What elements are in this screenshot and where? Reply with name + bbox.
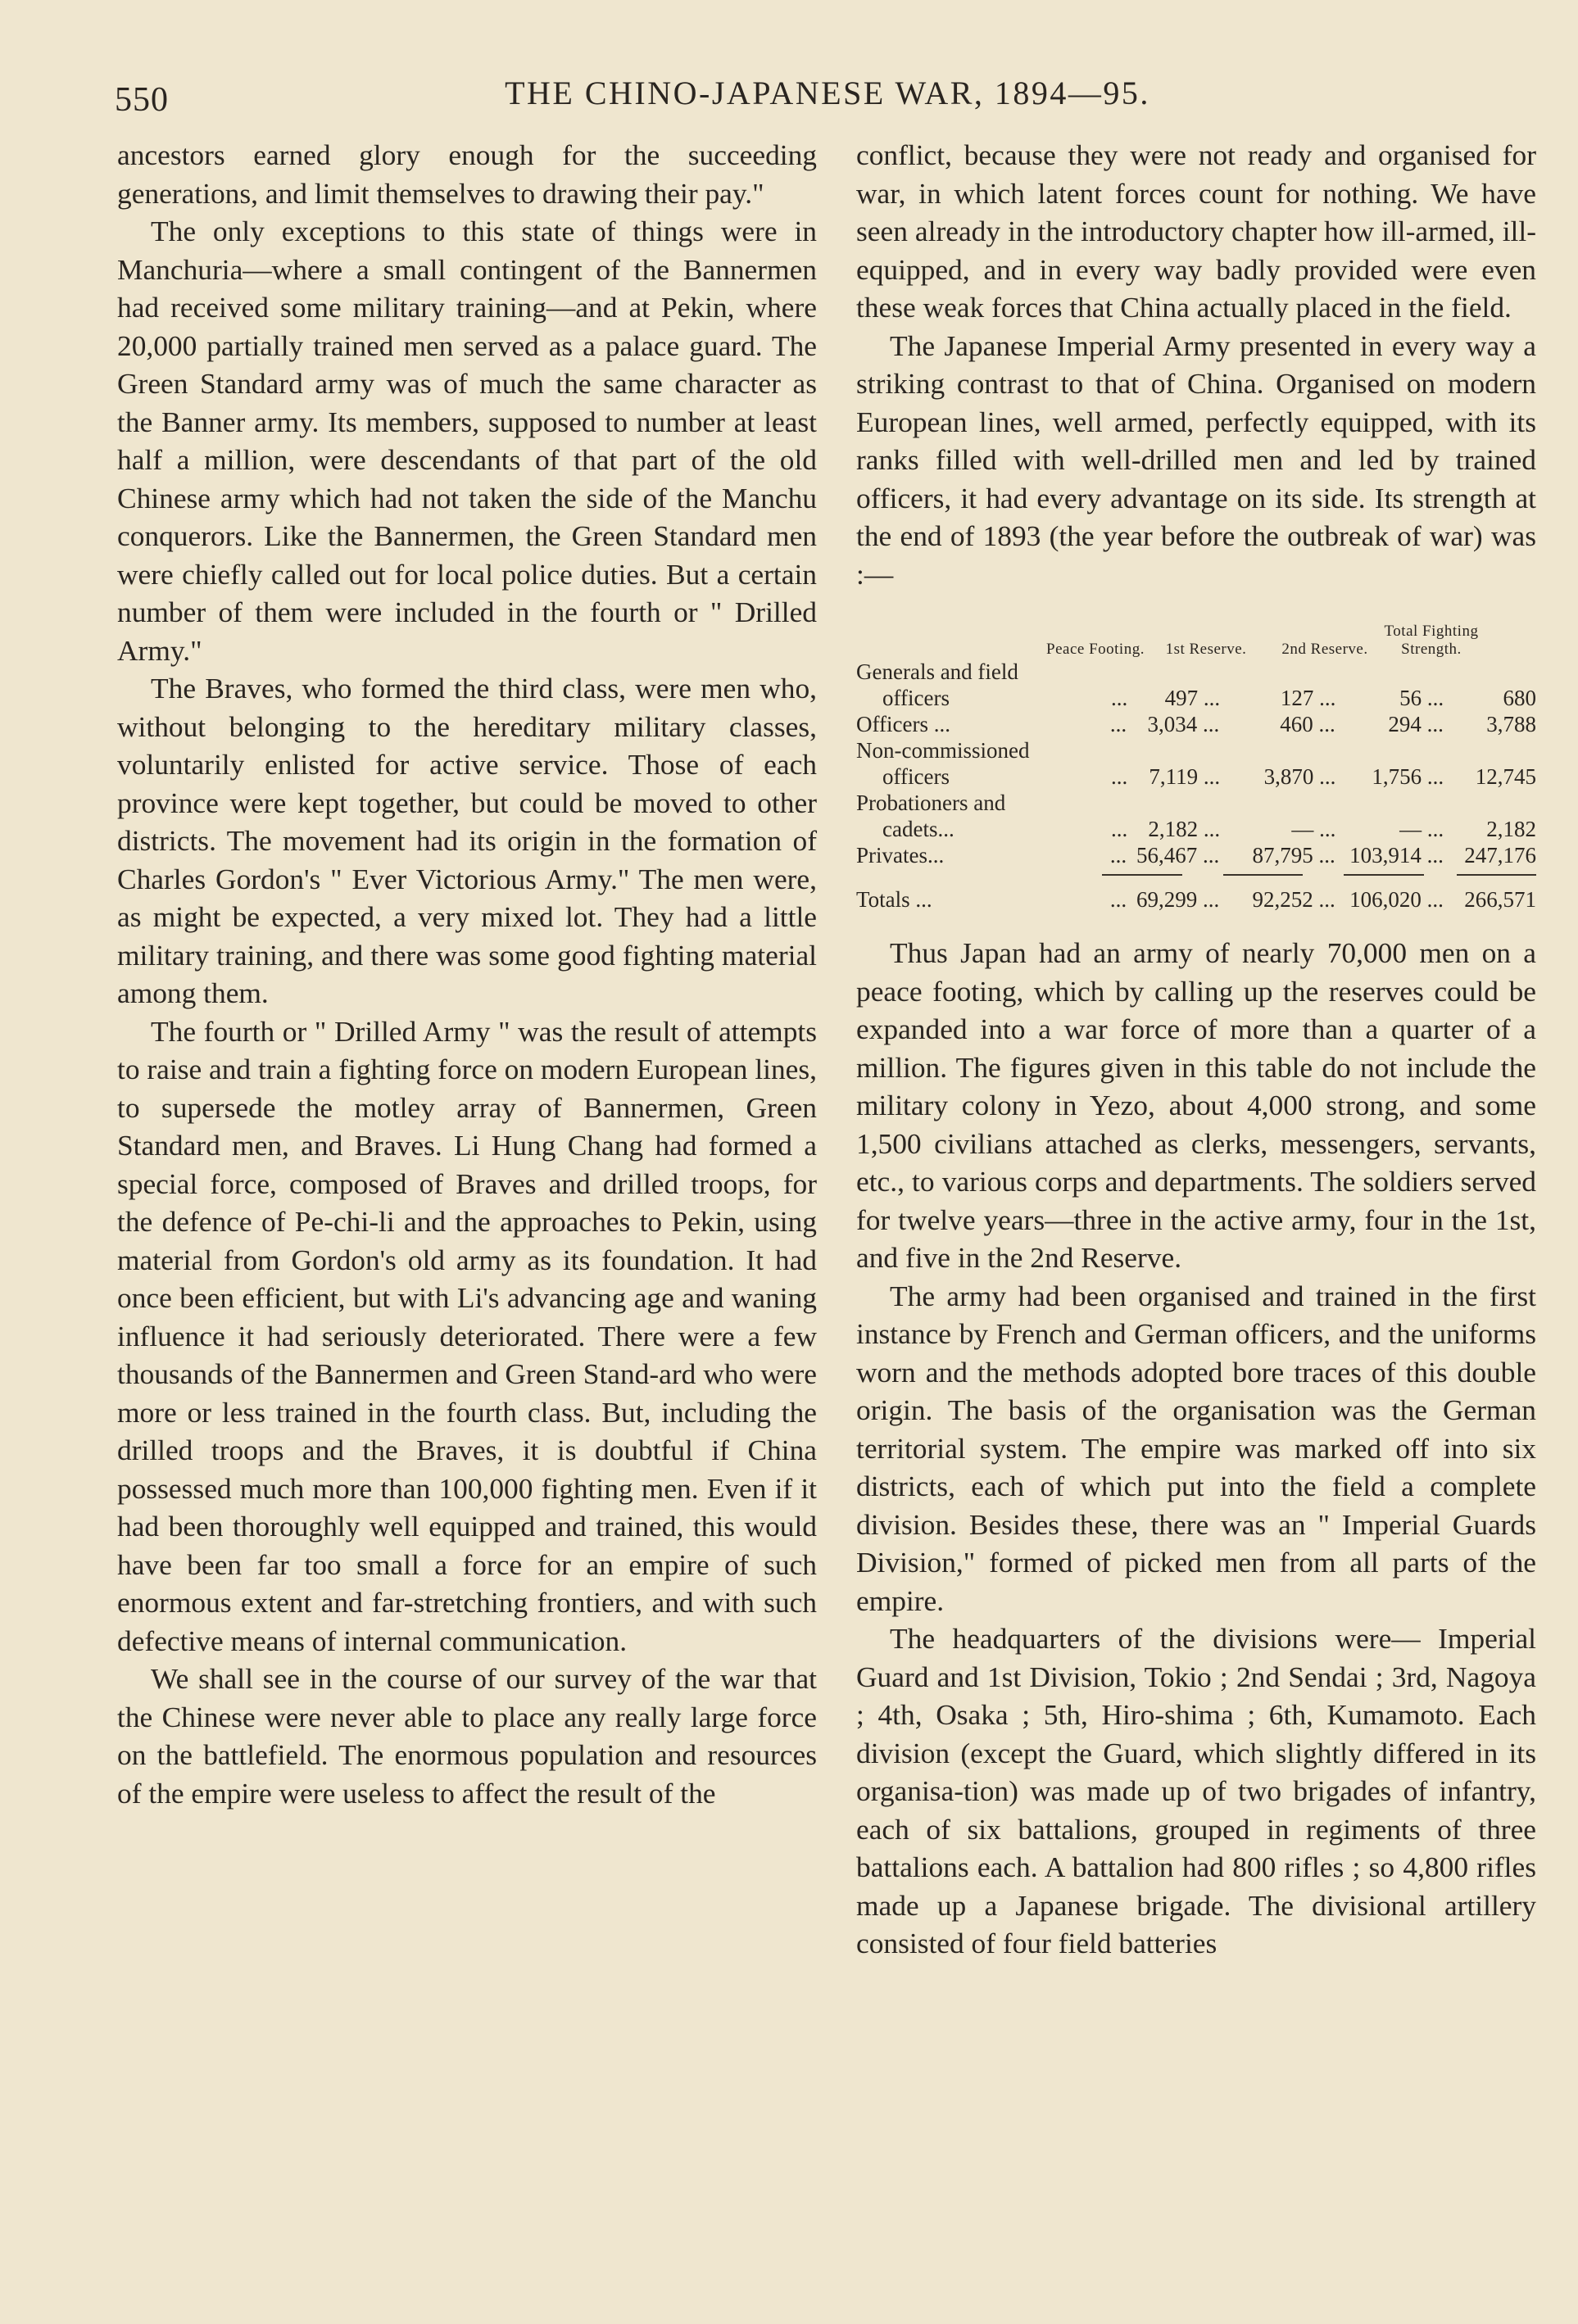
cell-second-reserve: 1,756 ...: [1372, 764, 1444, 789]
cell-first-reserve: 460 ...: [1280, 712, 1335, 736]
header-first-reserve: 1st Reserve.: [1165, 641, 1247, 658]
leader-dots: ...: [1111, 764, 1128, 789]
table-row: [856, 711, 1536, 737]
paragraph: The army had been organised and trained in the first instance by French and German officers, and the uniforms worn and the methods adopted bore traces of this double origin. The basis of the organisation was the German territorial system. The empire was marked off into six districts, each of which put into the field a complete division. Besides these, there was an " Imperial Guards Division," formed of picked men from all parts of the empire.: [856, 1279, 1536, 1617]
paragraph: The Braves, who formed the third class, were men who, without belonging to the hereditary military classes, voluntarily enlisted for active service. Those of each province were kept together, but could be moved to other districts. The movement had its origin in the formation of Charles Gordon's " Ever Victorious Army." The men were, as might be expected, a very mixed lot. They had a little military training, and there was some good fighting material among them.: [117, 672, 817, 1009]
table-rule: [856, 868, 1536, 881]
paragraph: Thus Japan had an army of nearly 70,000 men on a peace footing, which by calling up the reserves could be expanded into a war force of more than a quarter of a million. The figures given in this table do not include the military colony in Yezo, about 4,000 strong, and some 1,500 civilians attached as clerks, messengers, servants, etc., to various corps and departments. The soldiers served for twelve years—three in the active army, four in the 1st, and five in the 2nd Reserve.: [856, 936, 1536, 1274]
row-label: officers: [882, 686, 950, 710]
cell-total: 680: [1503, 686, 1536, 710]
paragraph: We shall see in the course of our survey of the war that the Chinese were never able to place any really large force on the battlefield. The enormous population and resources of the empire were useless to affect the result of the: [117, 1662, 817, 1810]
row-label: Officers ...: [856, 712, 950, 736]
table-row: [856, 737, 1536, 763]
totals-label: Totals ...: [856, 887, 932, 912]
paragraph: conflict, because they were not ready and organised for war, in which latent forces count for nothing. We have seen already in the introductory chapter how ill-armed, ill-equipped, and in every way badly provided were even these weak forces that China actually placed in the field.: [856, 138, 1536, 324]
table-totals-row: [856, 886, 1536, 913]
table-row: [856, 816, 1536, 842]
row-label: Non-commissioned: [856, 738, 1030, 763]
cell-total: 12,745: [1475, 764, 1536, 789]
cell-second-reserve: 294 ...: [1388, 712, 1444, 736]
cell-total: 3,788: [1486, 712, 1537, 736]
row-label: cadets...: [882, 817, 955, 841]
leader-dots: ...: [1109, 843, 1127, 868]
leader-dots: ...: [1111, 686, 1128, 710]
total-peace: 69,299 ...: [1136, 887, 1220, 912]
cell-second-reserve: 103,914 ...: [1349, 843, 1444, 868]
total-first-reserve: 92,252 ...: [1252, 887, 1335, 912]
row-label: Generals and field: [856, 659, 1018, 684]
leader-dots: ...: [1111, 817, 1128, 841]
cell-peace: 56,467 ...: [1136, 843, 1220, 868]
cell-peace: 7,119 ...: [1149, 764, 1221, 789]
total-second-reserve: 106,020 ...: [1349, 887, 1444, 912]
cell-peace: 497 ...: [1164, 686, 1221, 710]
row-label: officers: [882, 764, 950, 789]
cell-first-reserve: 127 ...: [1280, 686, 1336, 710]
page-number: 550: [115, 81, 169, 119]
header-second-reserve: 2nd Reserve.: [1281, 641, 1368, 658]
cell-first-reserve: — ...: [1291, 817, 1336, 841]
table-header: [856, 601, 1536, 659]
table-row: [856, 659, 1536, 685]
page-header: [115, 69, 1540, 118]
table-row: [856, 685, 1536, 711]
army-strength-table: [856, 601, 1536, 913]
running-title: THE CHINO-JAPANESE WAR, 1894—95.: [505, 75, 1150, 111]
cell-total: 247,176: [1464, 843, 1537, 868]
paragraph: The only exceptions to this state of things were in Manchuria—where a small contingent of the Bannermen had received some military training—and at Pekin, where 20,000 partially trained men served as a palace guard. The Green Standard army was of much the same character as the Banner army. Its members, supposed to number at least half a million, were descendants of that part of the old Chinese army which had not taken the side of the Manchu conquerors. Like the Bannermen, the Green Standard men were chiefly called out for local police duties. But a certain number of them were included in the fourth or " Drilled Army.": [117, 215, 817, 667]
cell-total: 2,182: [1486, 817, 1536, 841]
cell-second-reserve: 56 ...: [1399, 686, 1444, 710]
header-total-fighting-strength: Total Fighting Strength.: [1384, 623, 1479, 658]
row-label: Probationers and: [856, 791, 1006, 815]
leader-dots: ...: [1109, 712, 1127, 736]
total-fighting-strength: 266,571: [1464, 887, 1537, 912]
right-column: [856, 136, 1536, 1963]
left-column: [117, 136, 817, 1812]
cell-first-reserve: 3,870 ...: [1263, 764, 1336, 789]
paragraph: ancestors earned glory enough for the succeeding generations, and limit themselves to drawing their pay.": [117, 138, 817, 210]
paragraph: The fourth or " Drilled Army " was the result of attempts to raise and train a fighting force on modern European lines, to supersede the motley array of Bannermen, Green Standard men, and Braves. Li Hung Chang had formed a special force, composed of Braves and drilled troops, for the defence of Pe-chi-li and the approaches to Pekin, using material from Gordon's old army as its foundation. It had once been efficient, but with Li's advancing age and waning influence it had seriously deteriorated. There were a few thousands of the Bannermen and Green Stand-ard who were more or less trained in the fourth class. But, including the drilled troops and the Braves, it is doubtful if China possessed much more than 100,000 fighting men. Even if it had been thoroughly well equipped and trained, this would have been far too small a force for an empire of such enormous extent and far-stretching frontiers, and with such defective means of internal communication.: [117, 1014, 818, 1657]
cell-first-reserve: 87,795 ...: [1252, 843, 1335, 868]
table-row: [856, 763, 1536, 790]
cell-second-reserve: — ...: [1399, 817, 1444, 841]
table-row: [856, 790, 1536, 816]
row-label: Privates...: [856, 843, 945, 868]
paragraph: The headquarters of the divisions were— Imperial Guard and 1st Division, Tokio ; 2nd Sendai ; 3rd, Nagoya ; 4th, Osaka ; 5th, Hiro-shima ; 6th, Kumamoto. Each division (except the Guard, which slightly differed in its organisa-tion) was made up of two brigades of infantry, each of six battalions, grouped in regiments of three battalions each. A battalion had 800 rifles ; so 4,800 rifles made up a Japanese brigade. The divisional artillery consisted of four field batteries: [856, 1622, 1536, 1959]
paragraph: The Japanese Imperial Army presented in every way a striking contrast to that of China. Organised on modern European lines, well armed, perfectly equipped, with its ranks filled with well-drilled men and led by trained officers, it had every advantage on its side. Its strength at the end of 1893 (the year before the outbreak of war) was :—: [856, 328, 1536, 591]
table-row: [856, 842, 1536, 868]
cell-peace: 2,182 ...: [1148, 817, 1221, 841]
leader-dots: ...: [1109, 887, 1127, 912]
cell-peace: 3,034 ...: [1147, 712, 1220, 736]
header-peace-footing: Peace Footing.: [1046, 641, 1145, 658]
